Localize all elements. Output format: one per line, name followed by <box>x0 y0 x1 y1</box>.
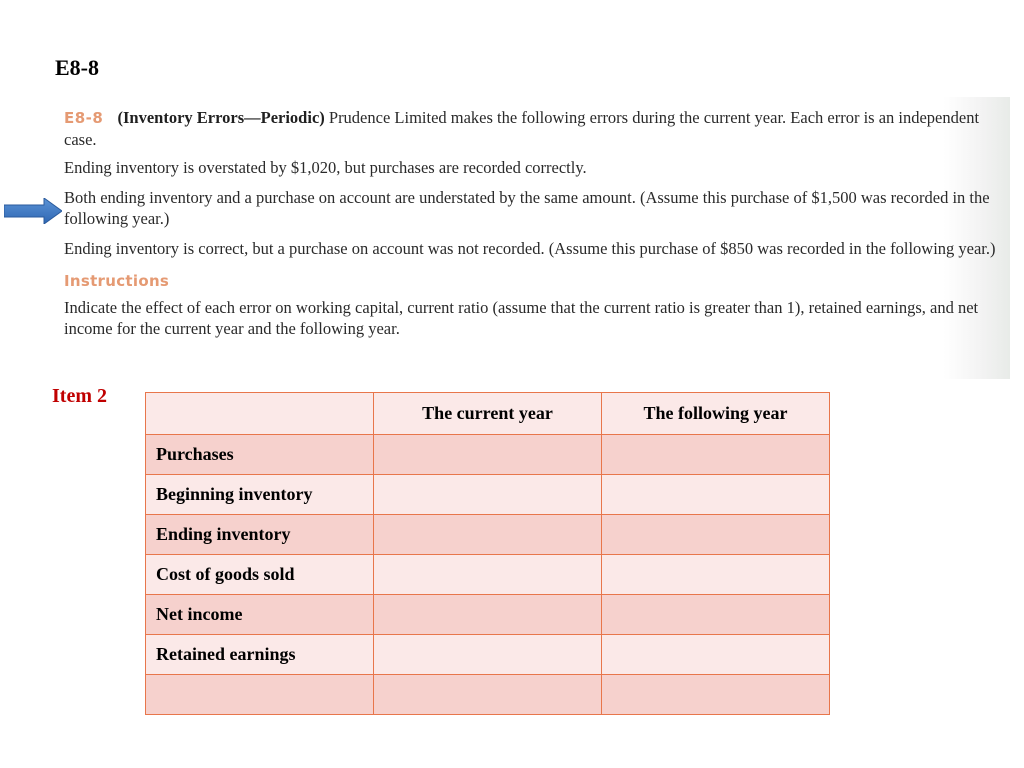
cell-following-year[interactable] <box>602 675 830 715</box>
textbook-excerpt <box>56 97 1010 379</box>
slide-title: E8-8 <box>55 55 99 80</box>
row-label-net-income: Net income <box>146 595 374 635</box>
row-label-cost-of-goods-sold: Cost of goods sold <box>146 555 374 595</box>
row-label-retained-earnings: Retained earnings <box>146 635 374 675</box>
cell-following-year[interactable] <box>602 555 830 595</box>
cell-current-year[interactable] <box>374 635 602 675</box>
cell-following-year[interactable] <box>602 595 830 635</box>
exercise-intro-text: Prudence Limited makes the following errors during the current year. Each error is an independent case. <box>64 108 980 149</box>
case-2: Both ending inventory and a purchase on account are understated by the same amount. (Assume this purchase of $1,500 was recorded in the following year.) <box>64 188 990 228</box>
cell-current-year[interactable] <box>374 675 602 715</box>
table-row <box>146 475 830 515</box>
table-row <box>146 595 830 635</box>
error-effects-table <box>145 392 830 715</box>
instructions-heading: Instructions <box>64 272 170 290</box>
instructions-text: Indicate the effect of each error on working capital, current ratio (assume that the current ratio is greater than 1), retained earnings, and net income for the current year and the following year. <box>64 298 979 338</box>
header-following-year: The following year <box>602 393 830 435</box>
case-3: Ending inventory is correct, but a purchase on account was not recorded. (Assume this purchase of $850 was recorded in the following year.) <box>64 239 996 258</box>
header-cell-empty <box>146 393 374 435</box>
case-1: Ending inventory is overstated by $1,020, but purchases are recorded correctly. <box>64 158 587 177</box>
row-label-beginning-inventory: Beginning inventory <box>146 475 374 515</box>
cell-following-year[interactable] <box>602 435 830 475</box>
table-row <box>146 675 830 715</box>
header-current-year: The current year <box>374 393 602 435</box>
right-arrow-icon <box>4 198 62 224</box>
row-label-ending-inventory: Ending inventory <box>146 515 374 555</box>
row-label-purchases: Purchases <box>146 435 374 475</box>
exercise-code: E8-8 <box>64 109 104 127</box>
table-row <box>146 435 830 475</box>
cell-current-year[interactable] <box>374 555 602 595</box>
cell-following-year[interactable] <box>602 515 830 555</box>
exercise-intro <box>64 107 999 150</box>
table-row <box>146 635 830 675</box>
cell-current-year[interactable] <box>374 595 602 635</box>
cell-current-year[interactable] <box>374 435 602 475</box>
item-label: Item 2 <box>52 385 107 407</box>
table-header-row <box>146 393 830 435</box>
table-row <box>146 555 830 595</box>
row-label-empty <box>146 675 374 715</box>
exercise-heading: (Inventory Errors—Periodic) <box>117 108 325 127</box>
cell-following-year[interactable] <box>602 635 830 675</box>
cell-current-year[interactable] <box>374 475 602 515</box>
table-row <box>146 515 830 555</box>
cell-current-year[interactable] <box>374 515 602 555</box>
cell-following-year[interactable] <box>602 475 830 515</box>
